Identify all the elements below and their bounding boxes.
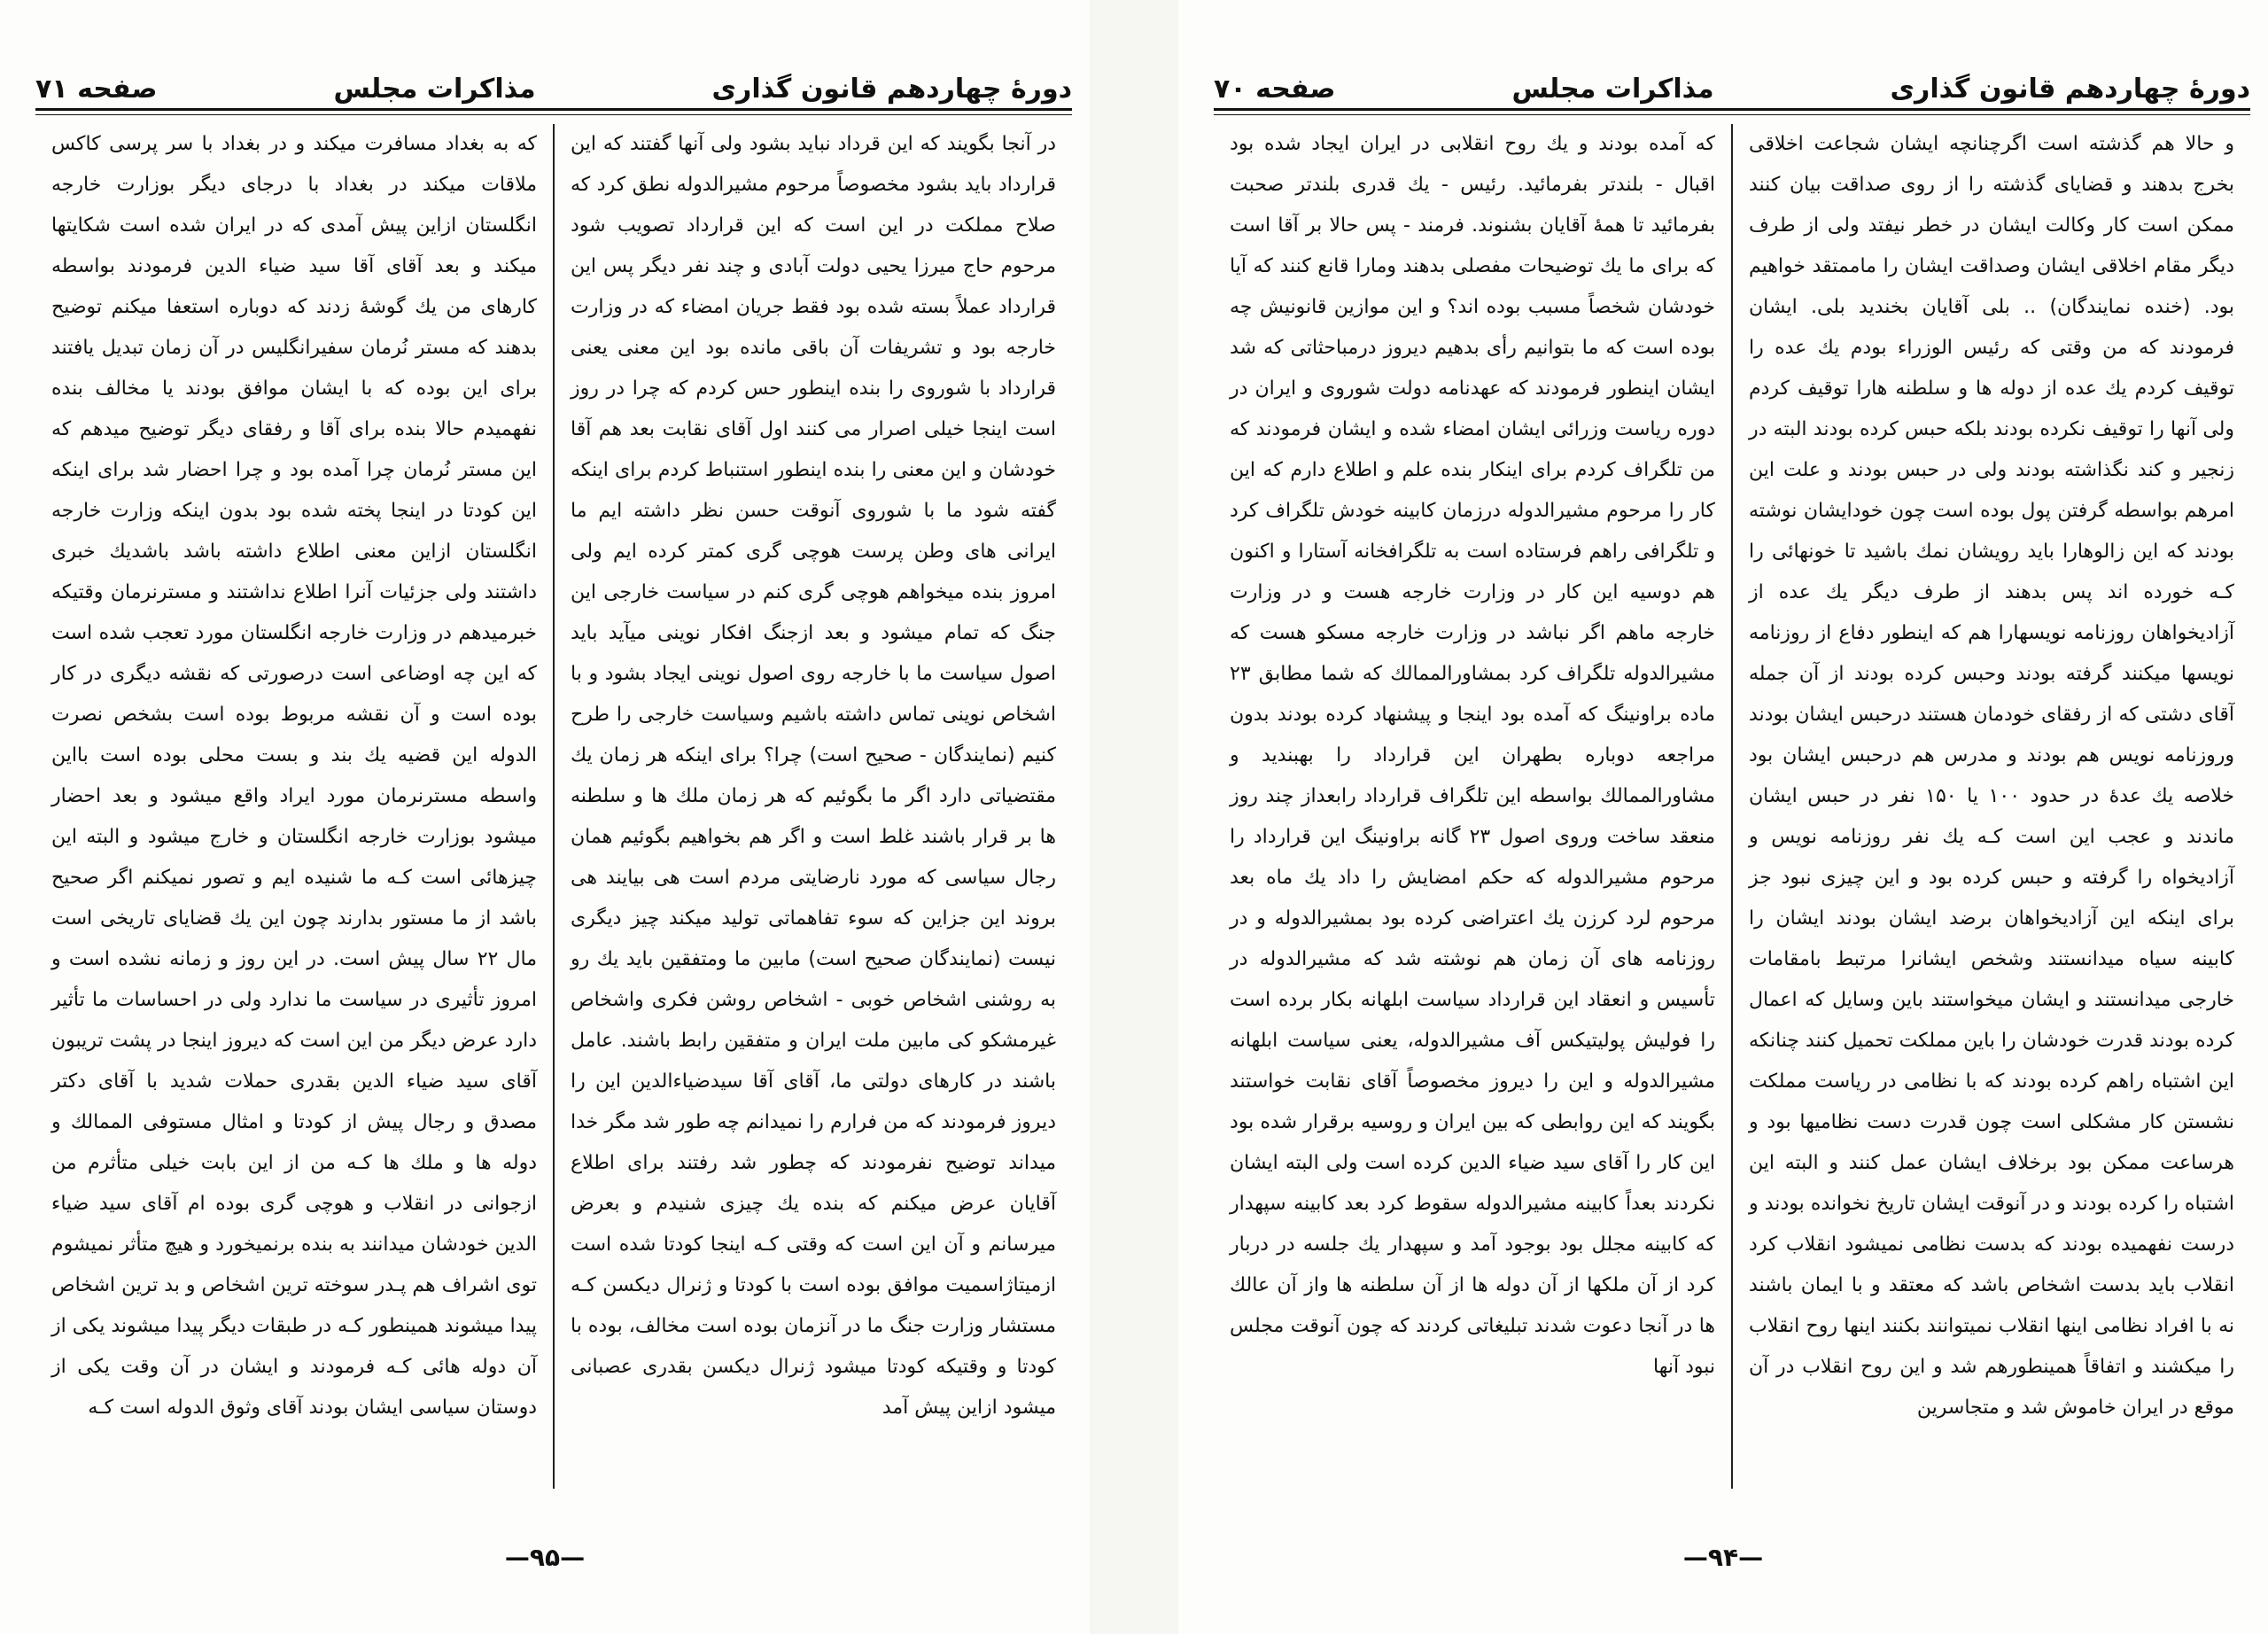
text-column-left [35,124,555,1489]
header-title: دورۀ چهاردهم قانون گذاری [711,74,1072,105]
page-number: —۹۴— [1682,1543,1764,1572]
left-page [0,0,1090,1634]
column-text: که به بغداد مسافرت میکند و در بغداد با سر پرسی کاکس ملاقات میکند در بغداد با درجای دیگر بوزارت خارجه انگلستان ازاین پیش آمدی که در ایران شده است شکایتها میکند و بعد آقای آقا سید ضیاء الدین فرمودند بواسطه کارهای من یك گوشهٔ زدند که دوباره استعفا میکنم توضیح بدهند که مستر نُرمان سفیرانگلیس در آن زمان تبدیل یافتند برای این بوده که با ایشان موافق بودند یا مخالف بنده نفهمیدم حالا بنده برای آقا و رفقای دیگر توضیح میدهم که این مستر نُرمان چرا آمده بود و چرا احضار شد برای اینکه این کودتا در اینجا پخته شده بود بدون اینکه وزارت خارجه انگلستان ازاین معنی اطلاع داشته باشد باشدیك خبری داشتند ولی جزئیات آنرا اطلاع نداشتند و مسترنرمان وقتیکه خبرمیدهم در وزارت خارجه انگلستان مورد تعجب شده است که این چه اوضاعی است درصورتی که نقشه دیگری در کار بوده است و آن نقشه مربوط بوده است بشخص نصرت الدوله این قضیه یك بند و بست محلی بوده است بااین واسطه مسترنرمان مورد ایراد واقع میشود و بعد احضار میشود بوزارت خارجه انگلستان و خارج میشود و البته این چیزهائی است کـه ما شنیده ایم و تصور نمیکنم اگر صحیح باشد از ما مستور بدارند چون این یك قضایای تاریخی است مال ۲۲ سال پیش است. در این روز و زمانه نشده است و امروز تأثیری در سیاست ما ندارد ولی در احساسات ما تأثیر دارد عرض دیگر من این است که دیروز اینجا در پشت تریبون آقای سید ضیاء الدین بقدری حملات شدید با آقای دکتر مصدق و رجال پیش از کودتا و امثال مستوفی الممالك و دوله ها و ملك ها کـه من از این بابت خیلی متأثرم من ازجوانی در انقلاب و هوچی گری بوده ام آقای سید ضیاء الدین خودشان میدانند به بنده برنمیخورد و هیچ متأثر نمیشوم توی اشراف هم پـدر سوخته ترین اشخاص و بد ترین اشخاص پیدا میشوند همینطور کـه در طبقات دیگر پیدا میشوند یکی از آن دوله هائی کـه فرمودند و ایشان در آن وقت یکی از دوستان سیاسی ایشان بودند آقای وثوق الدوله است کـه [51,133,537,1419]
header-rule [35,108,1072,115]
column-text: و حالا هم گذشته است اگرچنانچه ایشان شجاعت اخلاقی بخرج بدهند و قضایای گذشته را از روی صداقت بیان کنند ممکن است کار وکالت ایشان در خطر نیفتد ولی از طرف دیگر مقام اخلاقی ایشان وصداقت ایشان را ماممتقد خواهیم بود. (خنده نمایندگان) .. بلی آقایان بخندید بلی. ایشان فرمودند که من وقتی که رئیس الوزراء بودم یك عده را توقیف کردم یك عده از دوله ها و سلطنه هارا توقیف کردم ولی آنها را توقیف نکرده بودند بلکه حبس کرده بودند البته در زنجیر و کند نگذاشته بودند ولی در حبس بودند و علت این امرهم بواسطه گرفتن پول بوده است چون خودایشان نوشته بودند که این زالوهارا باید رویشان نمك باشید تا خونهائی را کـه خورده اند پس بدهند از طرف دیگر یك عده از آزادیخواهان روزنامه نویسهارا هم که اینطور دفاع از روزنامه نویسها میکنند گرفته بودند وحبس کرده بودند از آن جمله آقای دشتی که از رفقای خودمان هستند درحبس ایشان بودند وروزنامه نویس هم بودند و مدرس هم درحبس ایشان بود خلاصه یك عدهٔ در حدود ۱۰۰ یا ۱۵۰ نفر در حبس ایشان ماندند و عجب این است کـه یك نفر روزنامه نویس و آزادیخواه را گرفته و حبس کرده بود و این چیزی نبود جز برای اینکه این آزادیخواهان برضد ایشان بودند ایشان را کابینه سیاه میدانستند وشخص ایشانرا مرتبط بامقامات خارجی میدانستند و ایشان میخواستند باین وسایل که اعمال کرده بودند قدرت خودشان را باین مملکت تحمیل کنند چنانکه این اشتباه راهم کرده بودند که با نظامی در ریاست مملکت نشستن کار مشکلی است چون قدرت دست نظامیها بود و هرساعت ممکن بود برخلاف ایشان عمل کنند و البته این اشتباه را کرده بودند و در آنوقت ایشان تاریخ نخوانده بودند و درست نفهمیده بودند که بدست نظامی نمیشود انقلاب کرد انقلاب باید بدست اشخاص باشد که معتقد و با ایمان باشند نه با افراد نظامی اینها انقلاب نمیتوانند بکنند اینها روح انقلاب را میکشند و اتفاقاً همینطورهم شد و این روح انقلاب در آن موقع در ایران خاموش شد و متجاسرین [1749,133,2235,1419]
text-columns [35,124,1072,1489]
column-text: در آنجا بگویند که این قرداد نباید بشود ولی آنها گفتند که این قرارداد باید بشود مخصوصاً مرحوم مشیرالدوله نطق کرد که صلاح مملکت در این است که این قرارداد تصویب شود مرحوم حاج میرزا یحیی دولت آبادی و چند نفر دیگر پس این قرارداد عملاً بسته شده بود فقط جریان امضاء که در وزارت خارجه بود و تشریفات آن باقی مانده بود این معنی یعنی قرارداد با شوروی را بنده اینطور حس کردم که چرا در روز است اینجا خیلی اصرار می کنند اول آقای نقابت بعد هم آقا خودشان و این معنی را بنده اینطور استنباط کردم برای اینکه گفته شود ما با شوروی آنوقت حسن نظر داشته ایم ما ایرانی های وطن پرست هوچی گری کمتر کرده ایم ولی امروز بنده میخواهم هوچی گری کنم در سیاست خارجی این جنگ که تمام میشود و بعد ازجنگ افکار نوینی میآید باید اصول سیاست ما با خارجه روی اصول نوینی ایجاد بشود و با اشخاص نوینی تماس داشته باشیم وسیاست خارجی را طرح کنیم (نمایندگان - صحیح است) چرا؟ برای اینکه هر زمان یك مقتضیاتی دارد اگر ما بگوئیم که هر زمان ملك ها و سلطنه ها بر قرار باشند غلط است و اگر هم بخواهیم بگوئیم همان رجال سیاسی که مورد نارضایتی مردم است هی بیایند هی بروند این جزاین که سوء تفاهماتی تولید میکند چیز دیگری نیست (نمایندگان صحیح است) مابین ما ومتفقین باید یك رو به روشنی اشخاص خوبی - اشخاص روشن فکری واشخاص غیرمشکو کی مابین ملت ایران و متفقین رابط باشند. عامل باشند در کارهای دولتی ما، آقای آقا سیدضیاءالدین این را دیروز فرمودند که من فرارم را نمیدانم چه طور شد مگر خدا میداند توضیح نفرمودند که چطور شد رفتند برای اطلاع آقایان عرض میکنم که بنده یك چیزی شنیدم و بعرض میرسانم و آن این است که وقتی کـه اینجا کودتا شده است ازمیتاژاسمیت موافق بوده است با کودتا و ژنرال دیکسن کـه مستشار وزارت جنگ ما در آنزمان بوده است مخالف، بوده با کودتا و وقتیکه کودتا میشود ژنرال دیکسن بقدری عصبانی میشود ازاین پیش آمد [571,133,1056,1419]
text-column-right [1733,124,2250,1489]
page-header [35,62,1072,110]
header-rule [1214,108,2250,115]
text-columns [1214,124,2250,1489]
column-text: که آمده بودند و یك روح انقلابی در ایران ایجاد شده بود اقبال - بلندتر بفرمائید. رئیس - یك قدری بلندتر صحبت بفرمائید تا همهٔ آقایان بشنوند. فرمند - پس حالا بر آقا است که برای ما یك توضیحات مفصلی بدهند ومارا قانع کنند که آیا خودشان شخصاً مسبب بوده اند؟ و این موازین قانونیش چه بوده است که ما بتوانیم رأی بدهیم دیروز درمباحثاتی که شد ایشان اینطور فرمودند که عهدنامه دولت شوروی و ایران در دوره ریاست وزرائی ایشان امضاء شده و ایشان فرمودند که من تلگراف کردم برای اینکار بنده علم و اطلاع دارم که این کار را مرحوم مشیرالدوله درزمان کابینه خودش تلگراف کرد و تلگرافی راهم فرستاده است به تلگرافخانه آستارا و اکنون هم دوسیه این کار در وزارت خارجه هست و در وزارت خارجه ماهم اگر نباشد در وزارت خارجه مسکو هست که مشیرالدوله تلگراف کرد بمشاورالممالك که شما مطابق ۲۳ ماده براونینگ که آمده بود اینجا و پیشنهاد کرده بودند بدون مراجعه دوباره بطهران این قرارداد را بهبندید و مشاورالممالك بواسطه این تلگراف قرارداد رابعداز چند روز منعقد ساخت وروی اصول ۲۳ گانه براونینگ این قرارداد را مرحوم مشیرالدوله که حکم امضایش را داد یك ماه بعد مرحوم لرد کرزن یك اعتراضی کرده بود بمشیرالدوله و در روزنامه های آن زمان هم نوشته شد که مشیرالدوله در تأسیس و انعقاد این قرارداد سیاست ابلهانه بکار برده است را فولیش پولیتیکس آف مشیرالدوله، یعنی سیاست ابلهانه مشیرالدوله و این را دیروز مخصوصاً آقای نقابت خواستند بگویند که این روابطی که بین ایران و روسیه برقرار شده بود این کار را آقای سید ضیاء الدین کرده است ولی البته ایشان نکردند بعداً کابینه مشیرالدوله سقوط کرد بعد کابینه سپهدار که کابینه مجلل بود بوجود آمد و سپهدار یك جلسه در دربار کرد از آن ملکها از آن دوله ها از آن سلطنه ها واز آن عالك ها در آنجا دعوت شدند تبلیغاتی کردند که چون آنوقت مجلس نبود آنها [1230,133,1715,1378]
page-header [1214,62,2250,110]
text-column-left [1214,124,1733,1489]
book-gutter [1090,0,1178,1634]
header-page-label: صفحه ۷۰ [1214,74,1336,105]
page-number: —۹۵— [504,1543,586,1572]
header-title: دورۀ چهاردهم قانون گذاری [1890,74,2250,105]
header-subtitle: مذاکرات مجلس [1511,74,1714,105]
header-subtitle: مذاکرات مجلس [333,74,536,105]
header-page-label: صفحه ۷۱ [35,74,158,105]
right-page [1178,0,2268,1634]
text-column-right [555,124,1072,1489]
